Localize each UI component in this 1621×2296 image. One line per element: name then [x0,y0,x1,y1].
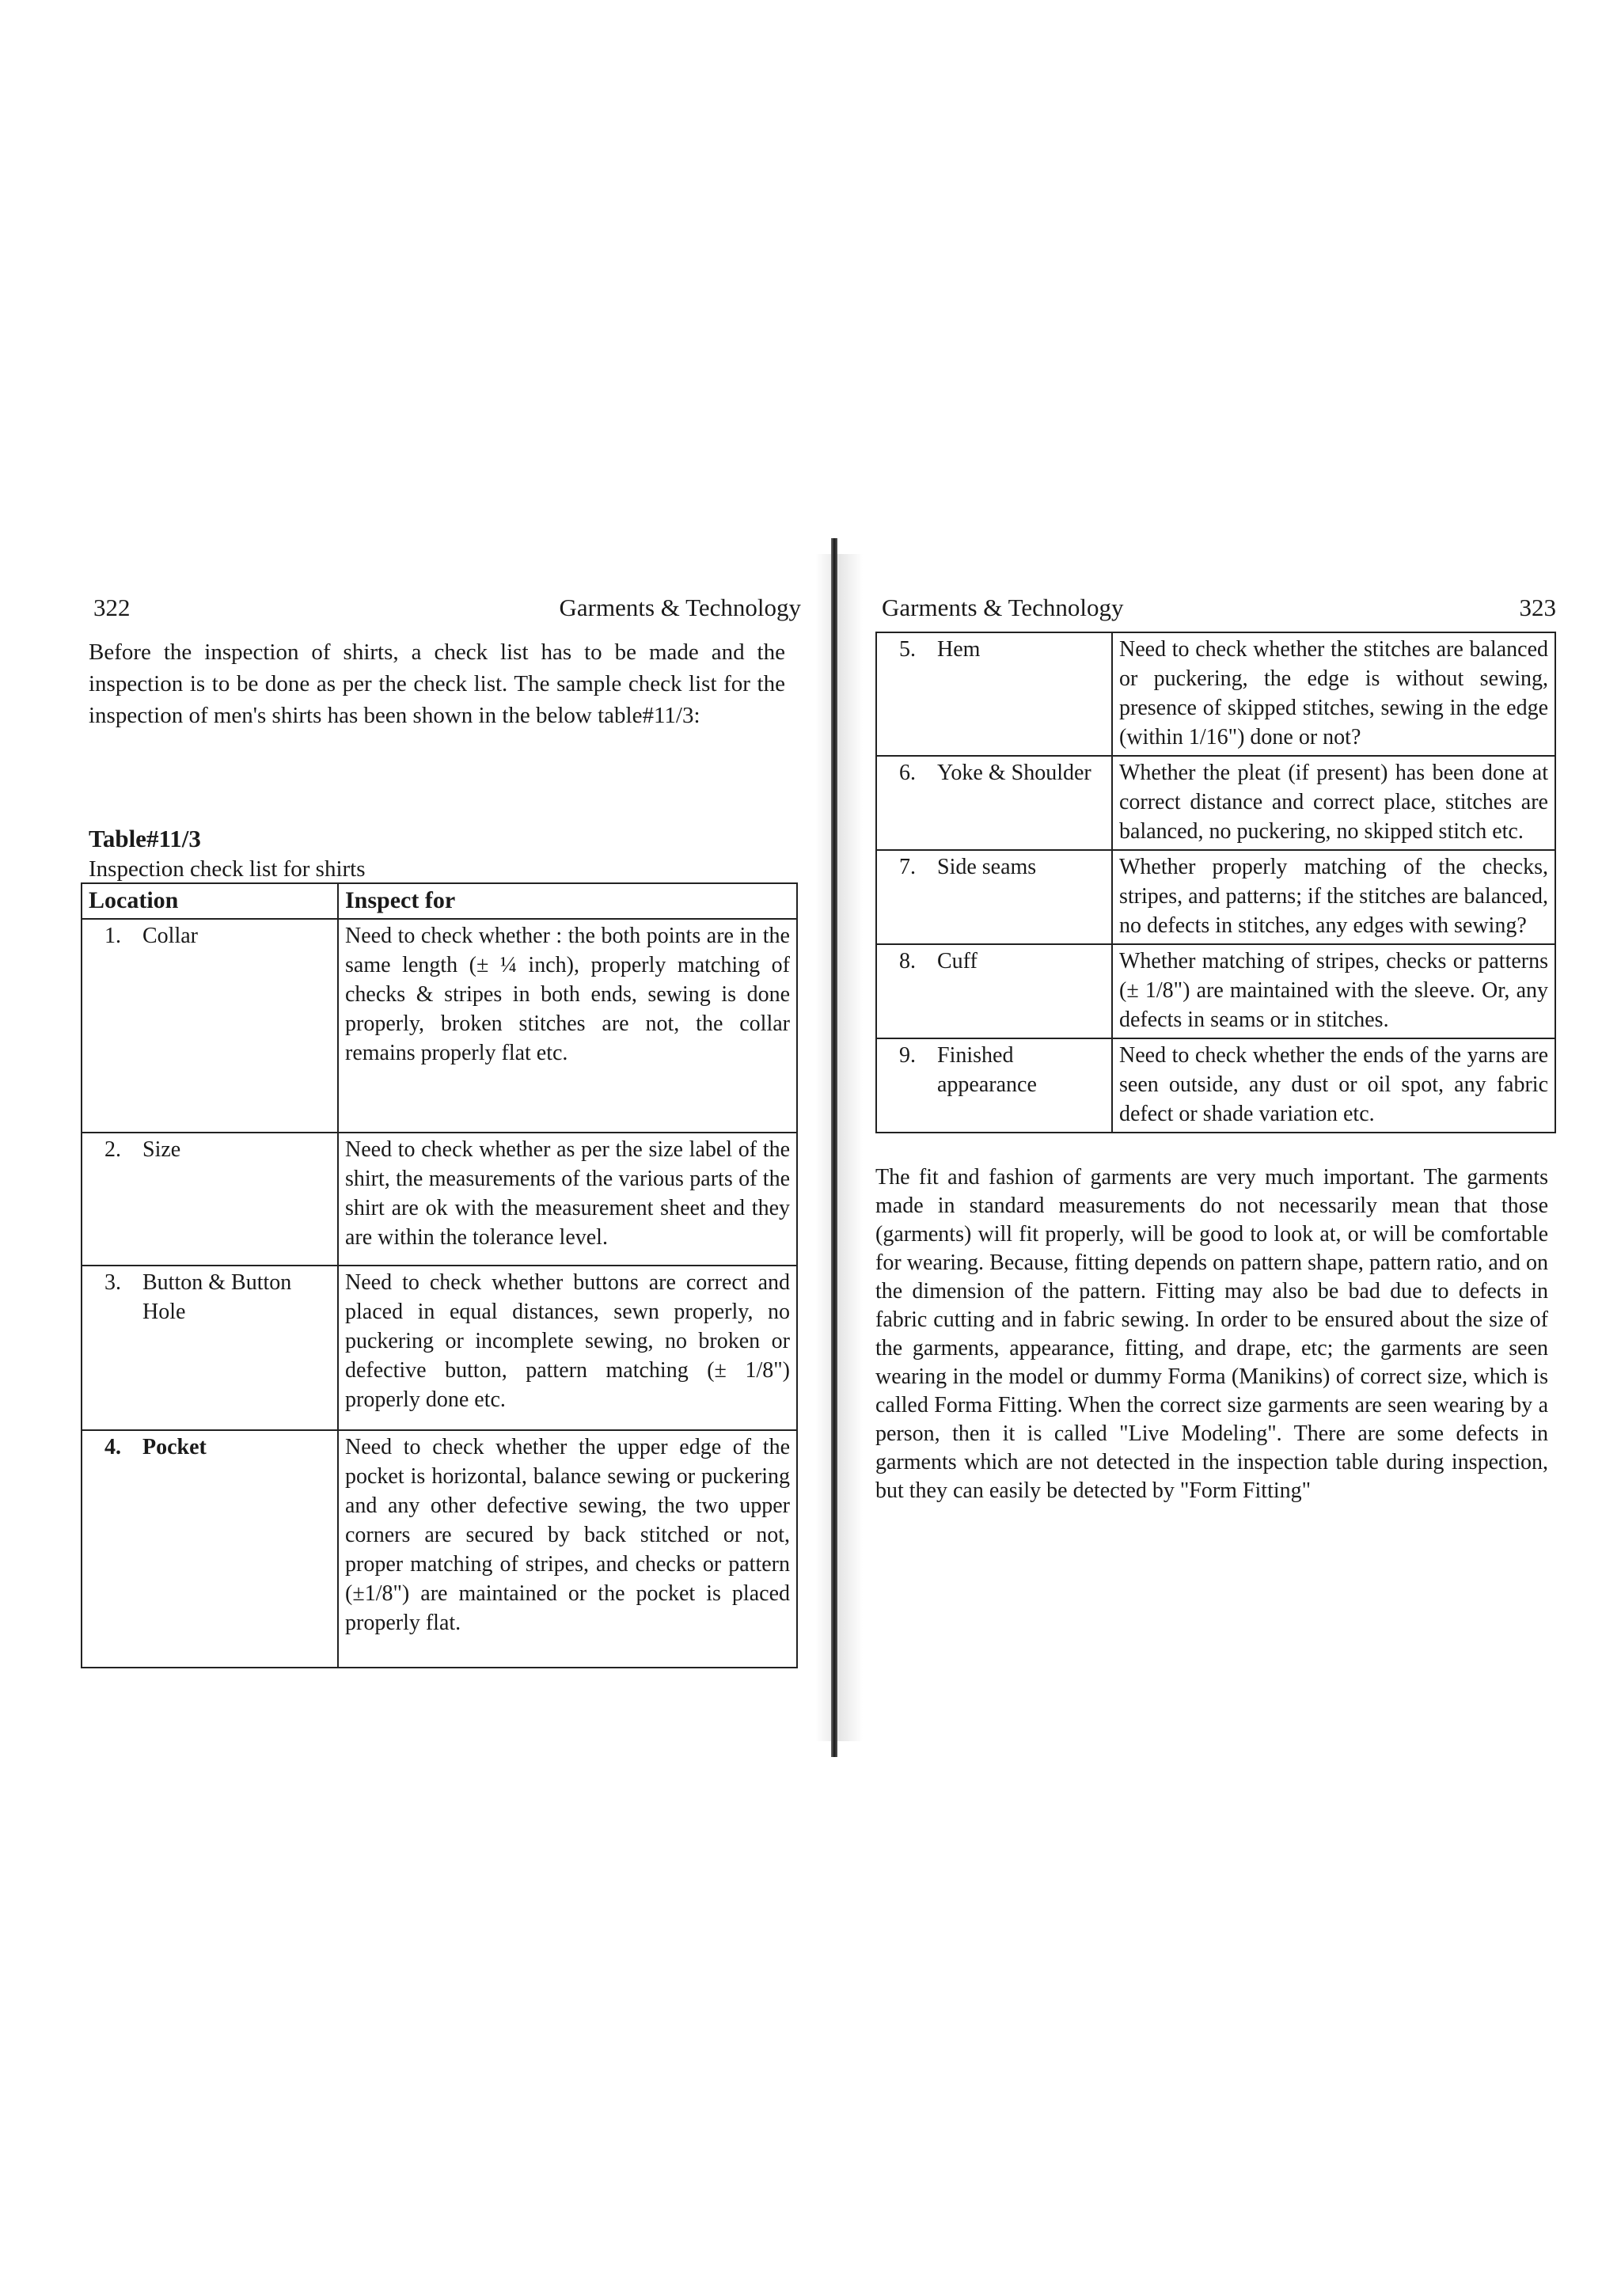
row-number: 1. [104,924,121,948]
inspect-cell: Whether properly matching of the checks, stripes, and patterns; if the stitches are balanced, no defects in stitches, any edges with sewing? [1112,850,1555,944]
table-row [82,1430,797,1668]
right-page [875,594,1556,1505]
location-name: Cuff [937,949,978,973]
table-row [876,944,1555,1038]
row-number: 8. [899,949,916,973]
location-cell [82,1133,338,1266]
location-cell [876,850,1112,944]
table-title: Table#11/3 [89,825,201,852]
inspection-table-right [875,632,1556,1133]
location-cell [82,1266,338,1430]
location-name: Collar [142,924,198,948]
inspect-cell: Need to check whether the ends of the yarns are seen outside, any dust or oil spot, any fabric defect or shade variation etc. [1112,1038,1555,1133]
inspect-cell: Need to check whether the stitches are balanced or puckering, the edge is without sewing, presence of skipped stitches, sewing in the edge (within 1/16") done or not? [1112,632,1555,756]
location-name: Hem [937,637,981,662]
right-running-head [875,594,1556,628]
book-spine [831,538,837,1757]
table-row [876,756,1555,850]
row-number: 3. [104,1270,121,1295]
location-name: Size [142,1137,181,1162]
intro-paragraph: Before the inspection of shirts, a check list has to be made and the inspection is to be done as per the check list. The sample check list for the inspection of men's shirts has been shown in the below table#11/3: [89,639,785,728]
location-name: Pocket [142,1435,207,1459]
row-number: 5. [899,637,916,662]
location-name: Side seams [937,855,1037,879]
inspect-cell: Need to check whether buttons are correct and placed in equal distances, sewn properly, no puckering or incomplete sewing, no broken or defective button, pattern matching (± 1/8") properly done etc. [338,1266,797,1430]
row-number: 4. [104,1435,121,1459]
page-number: 322 [93,594,131,621]
inspect-cell: Need to check whether : the both points are in the same length (± ¼ inch), properly matching of checks & stripes in both ends, sewing is done properly, broken stitches are not, the collar remains properly flat etc. [338,919,797,1133]
running-head-title: Garments & Technology [559,594,801,621]
table-row [876,632,1555,756]
location-name: Finished appearance [937,1043,1037,1097]
left-page [89,594,801,1668]
location-name: Yoke & Shoulder [937,761,1091,785]
table-row [876,1038,1555,1133]
location-cell [876,1038,1112,1133]
header-location: Location [82,883,338,919]
running-head-title: Garments & Technology [882,594,1124,621]
header-inspect-for: Inspect for [338,883,797,919]
inspect-cell: Need to check whether as per the size label of the shirt, the measurements of the various parts of the shirt are ok with the measurement sheet and they are within the tolerance level. [338,1133,797,1266]
location-cell [82,919,338,1133]
inspect-cell: Need to check whether the upper edge of the pocket is horizontal, balance sewing or puckering and any other defective sewing, the two upper corners are secured by back stitched or not, proper matching of stripes, and checks or pattern (±1/8") are maintained or the pocket is placed properly flat. [338,1430,797,1668]
table-row [82,1133,797,1266]
location-name: Button & Button Hole [142,1270,292,1324]
spine-shadow [815,554,863,1741]
row-number: 2. [104,1137,121,1162]
body-paragraph: The fit and fashion of garments are very much important. The garments made in standard measurements do not necessarily mean that those (garments) will fit properly, will be good to look at, or will be comfortable for wearing. Because, fitting depends on pattern shape, pattern ratio, and on the dimension of the pattern. Fitting may also be bad due to defects in fabric cutting and in fabric sewing. In order to be ensured about the size of the garments, appearance, fitting, and drape, etc; the garments are seen wearing in the model or dummy Forma (Manikins) of correct size, which is called Forma Fitting. When the correct size garments are seen wearing by a person, then it is called "Live Modeling". There are some defects in garments which are not detected in the inspection table during inspection, but they can easily be detected by "Form Fitting" [875,1165,1548,1503]
location-cell [876,756,1112,850]
table-row [82,1266,797,1430]
row-number: 6. [899,761,916,785]
inspect-cell: Whether the pleat (if present) has been done at correct distance and correct place, stitches are balanced, no puckering, no skipped stitch etc. [1112,756,1555,850]
location-cell [876,632,1112,756]
row-number: 7. [899,855,916,879]
location-cell [82,1430,338,1668]
inspect-cell: Whether matching of stripes, checks or patterns (± 1/8") are maintained with the sleeve. Or, any defects in seams or in stitches. [1112,944,1555,1038]
location-cell [876,944,1112,1038]
inspection-table-left [81,882,798,1668]
left-running-head [89,594,801,628]
table-header-row [82,883,797,919]
table-row [876,850,1555,944]
table-row [82,919,797,1133]
page-number: 323 [1519,594,1556,621]
row-number: 9. [899,1043,916,1068]
table-caption: Inspection check list for shirts [89,856,366,882]
